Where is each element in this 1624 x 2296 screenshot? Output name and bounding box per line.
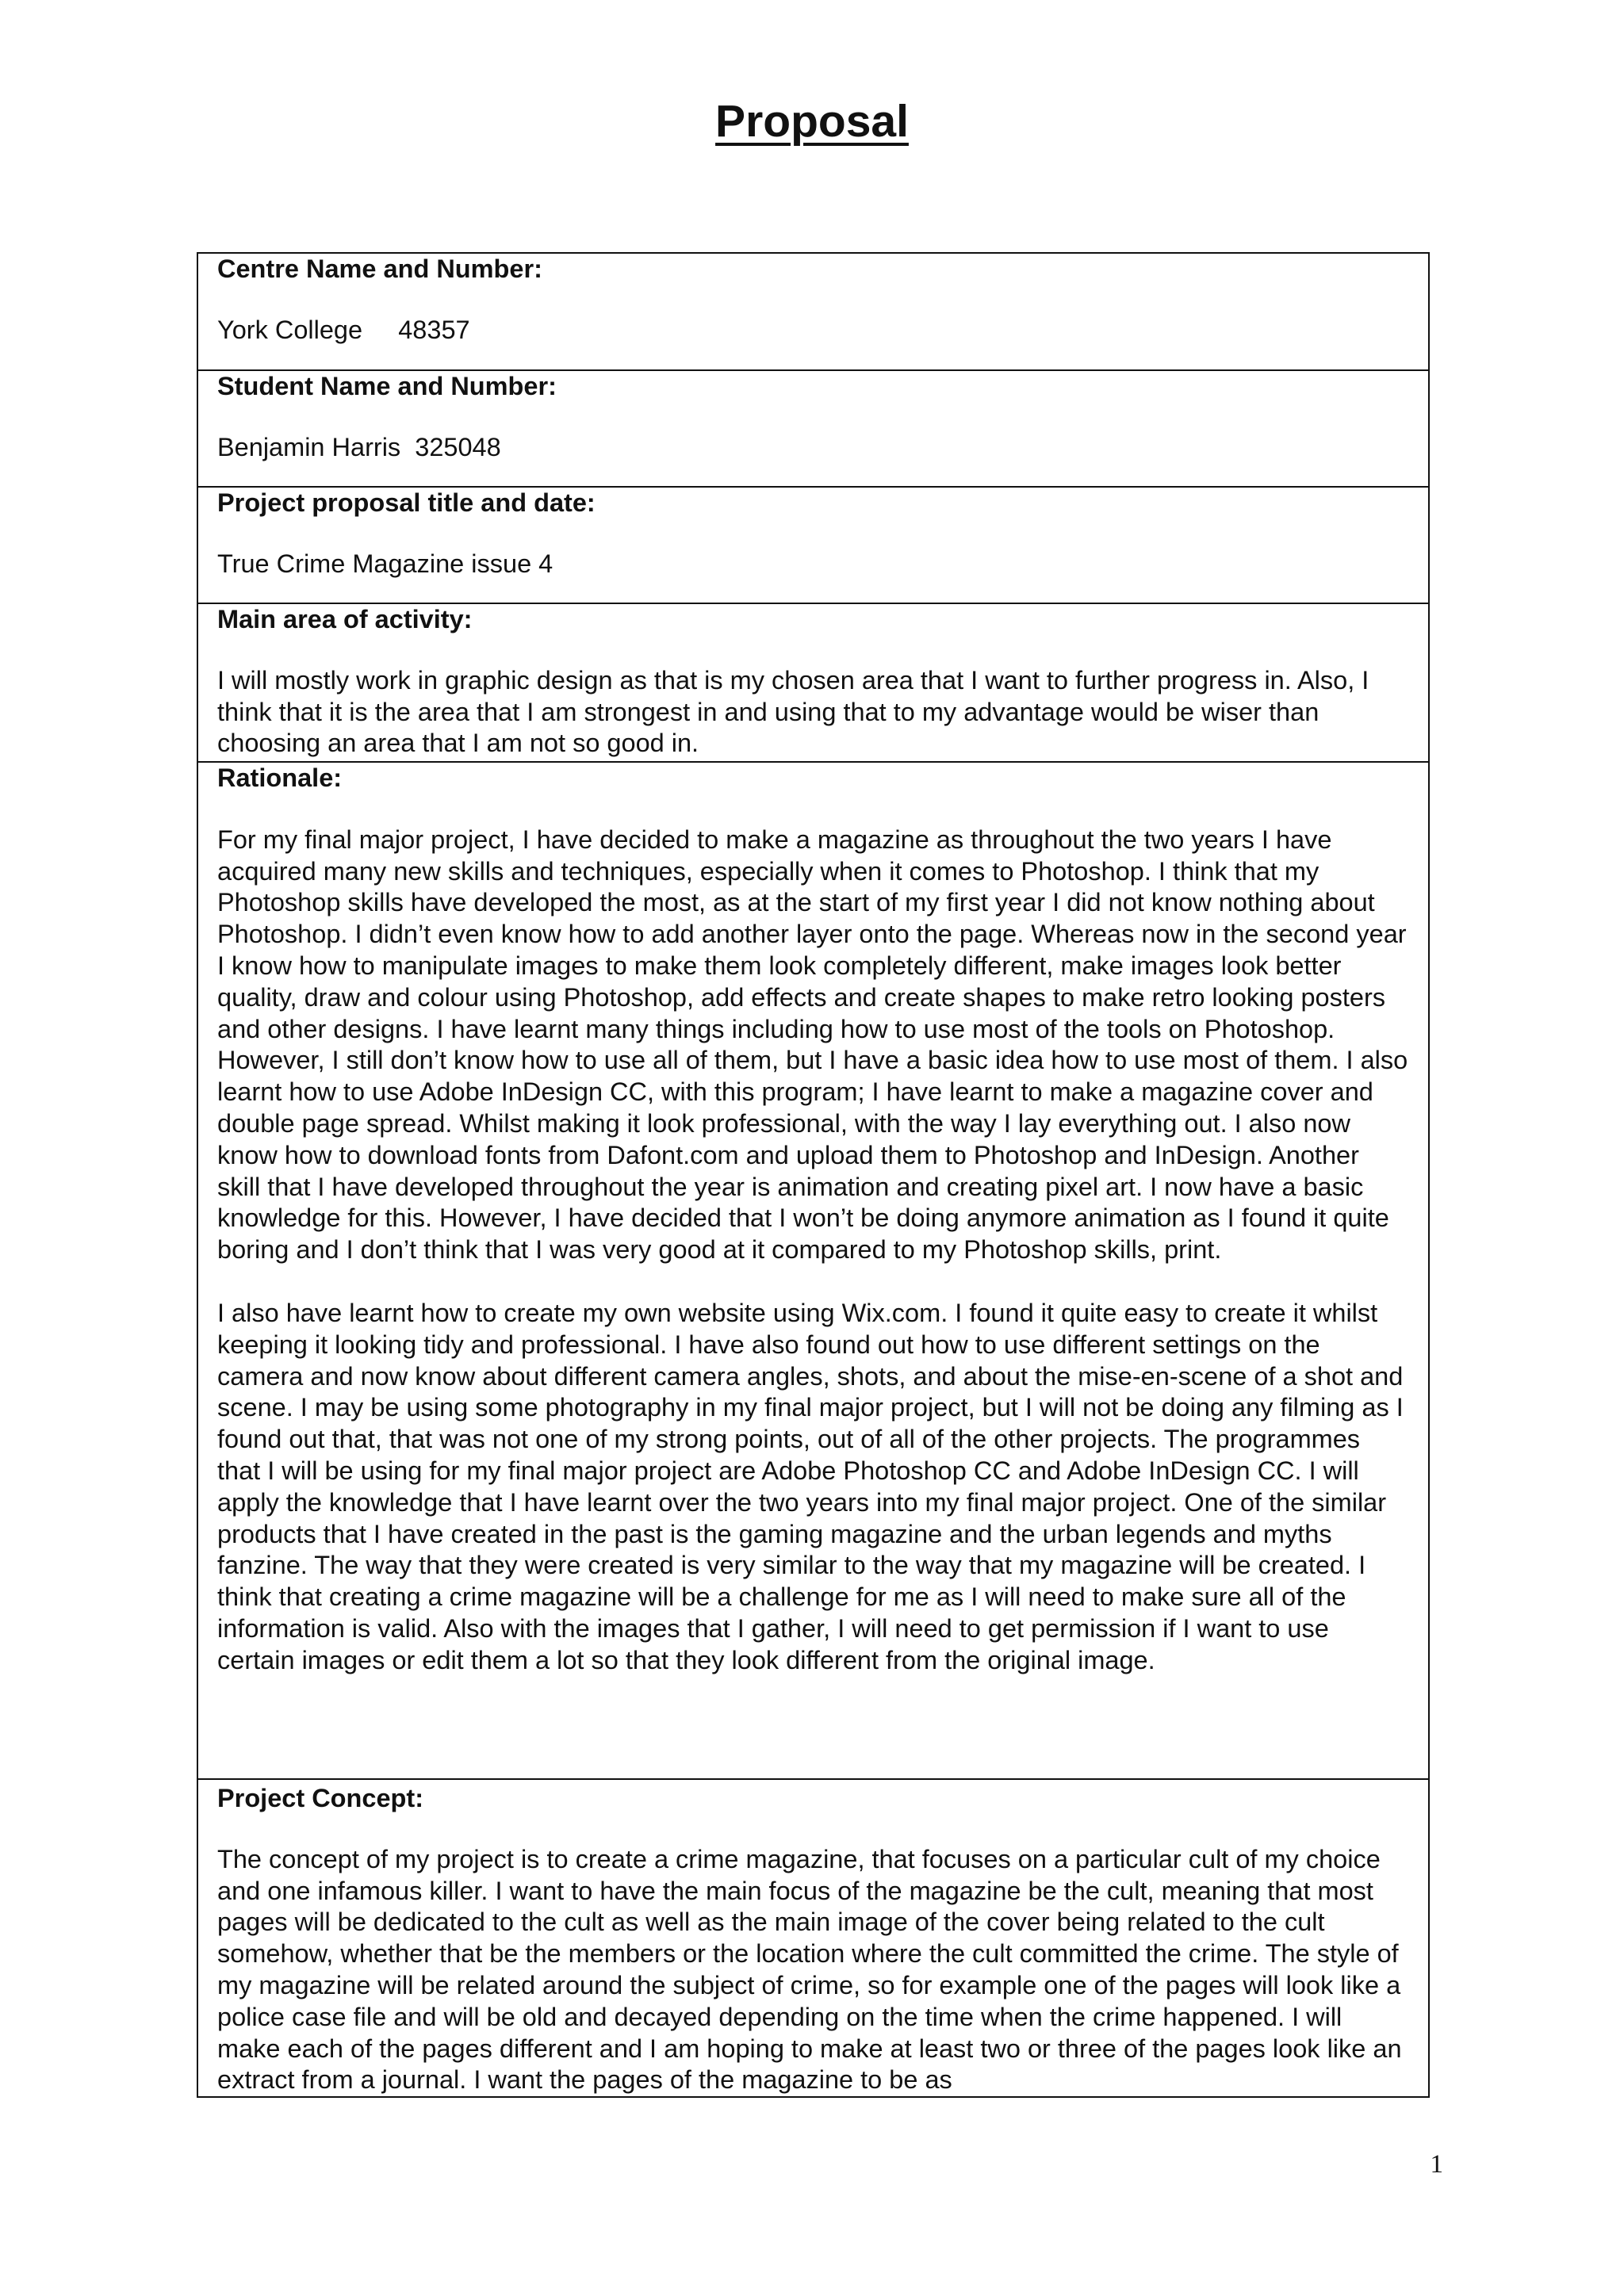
project-title-value: True Crime Magazine issue 4 — [217, 549, 553, 578]
student-label: Student Name and Number: — [217, 372, 557, 400]
rationale-cell — [197, 762, 1429, 1779]
concept-value: The concept of my project is to create a crime magazine, that focuses on a particular cult of my choice and one infamous killer. I want to have the main focus of the magazine be the cult, meaning that most pages will be dedicated to the cult as well as the main image of the cover being related to the cult somehow, whether that be the members or the location where the cult committed the crime. The style of my magazine will be related around the subject of crime, so for example one of the pages will look like a police case file and will be old and decayed depending on the time when the crime happened. I will make each of the pages different and I am hoping to make at least two or three of the pages look like an extract from a journal. I want the pages of the magazine to be as — [217, 1844, 1402, 2095]
page-title: Proposal — [715, 96, 909, 147]
rationale-paragraph: I also have learnt how to create my own website using Wix.com. I found it quite easy to create it whilst keeping it looking tidy and professional. I have also found out how to use different settings on the camera and now know about different camera angles, shots, and about the mise-en-scene of a shot and scene. I may be using some photography in my final major project, but I will not be doing any filming as I found out that, that was not one of my strong points, out of all of the other projects. The programmes that I will be using for my final major project are Adobe Photoshop CC and Adobe InDesign CC. I will apply the knowledge that I have learnt over the two years into my final major project. One of the similar products that I have created in the past is the gaming magazine and the urban legends and myths fanzine. The way that they were created is very similar to the way that my magazine will be created. I think that creating a crime magazine will be a challenge for me as I will need to make sure all of the information is valid. Also with the images that I gather, I will need to get permission if I want to use certain images or edit them a lot so that they look different from the original image. — [217, 1298, 1404, 1674]
project-title-cell — [197, 487, 1429, 603]
main-area-row — [197, 603, 1429, 762]
student-cell — [197, 370, 1429, 487]
project-title-label: Project proposal title and date: — [217, 488, 596, 517]
concept-row — [197, 1779, 1429, 2097]
rationale-row — [197, 762, 1429, 1779]
centre-cell — [197, 253, 1429, 370]
main-area-value: I will mostly work in graphic design as that is my chosen area that I want to further progress in. Also, I think that it is the area that I am strongest in and using that to my advantage would be wiser than choosing an area that I am not so good in. — [217, 665, 1369, 758]
project-title-row — [197, 487, 1429, 603]
main-area-label: Main area of activity: — [217, 605, 473, 633]
concept-cell — [197, 1779, 1429, 2097]
rationale-paragraph: For my final major project, I have decided to make a magazine as throughout the two years I have acquired many new skills and techniques, especially when it comes to Photoshop. I think that my Photoshop skills have developed the most, as at the start of my first year I did not know nothing about Photoshop. I didn’t even know how to add another layer onto the page. Whereas now in the second year I know how to manipulate images to make them look completely different, make images look better quality, draw and colour using Photoshop, add effects and create shapes to make retro looking posters and other designs. I have learnt many things including how to use most of the tools on Photoshop. However, I still don’t know how to use all of them, but I have a basic idea how to use most of them. I also learnt how to use Adobe InDesign CC, with this program; I have learnt to make a magazine cover and double page spread. Whilst making it look professional, with the way I lay everything out. I also now know how to download fonts from Dafont.com and upload them to Photoshop and InDesign. Another skill that I have developed throughout the year is animation and creating pixel art. I now have a basic knowledge for this. However, I have decided that I won’t be doing anymore animation as I found it quite boring and I don’t think that I was very good at it compared to my Photoshop skills, print. — [217, 825, 1408, 1265]
rationale-label: Rationale: — [217, 763, 343, 792]
proposal-form-table — [197, 252, 1430, 2098]
centre-label: Centre Name and Number: — [217, 254, 542, 283]
centre-row — [197, 253, 1429, 370]
concept-label: Project Concept: — [217, 1784, 424, 1812]
rationale-body — [217, 825, 1409, 1677]
centre-value: York College 48357 — [217, 315, 470, 344]
main-area-cell — [197, 603, 1429, 762]
student-value: Benjamin Harris 325048 — [217, 432, 501, 461]
page-number: 1 — [1430, 2150, 1443, 2179]
student-row — [197, 370, 1429, 487]
